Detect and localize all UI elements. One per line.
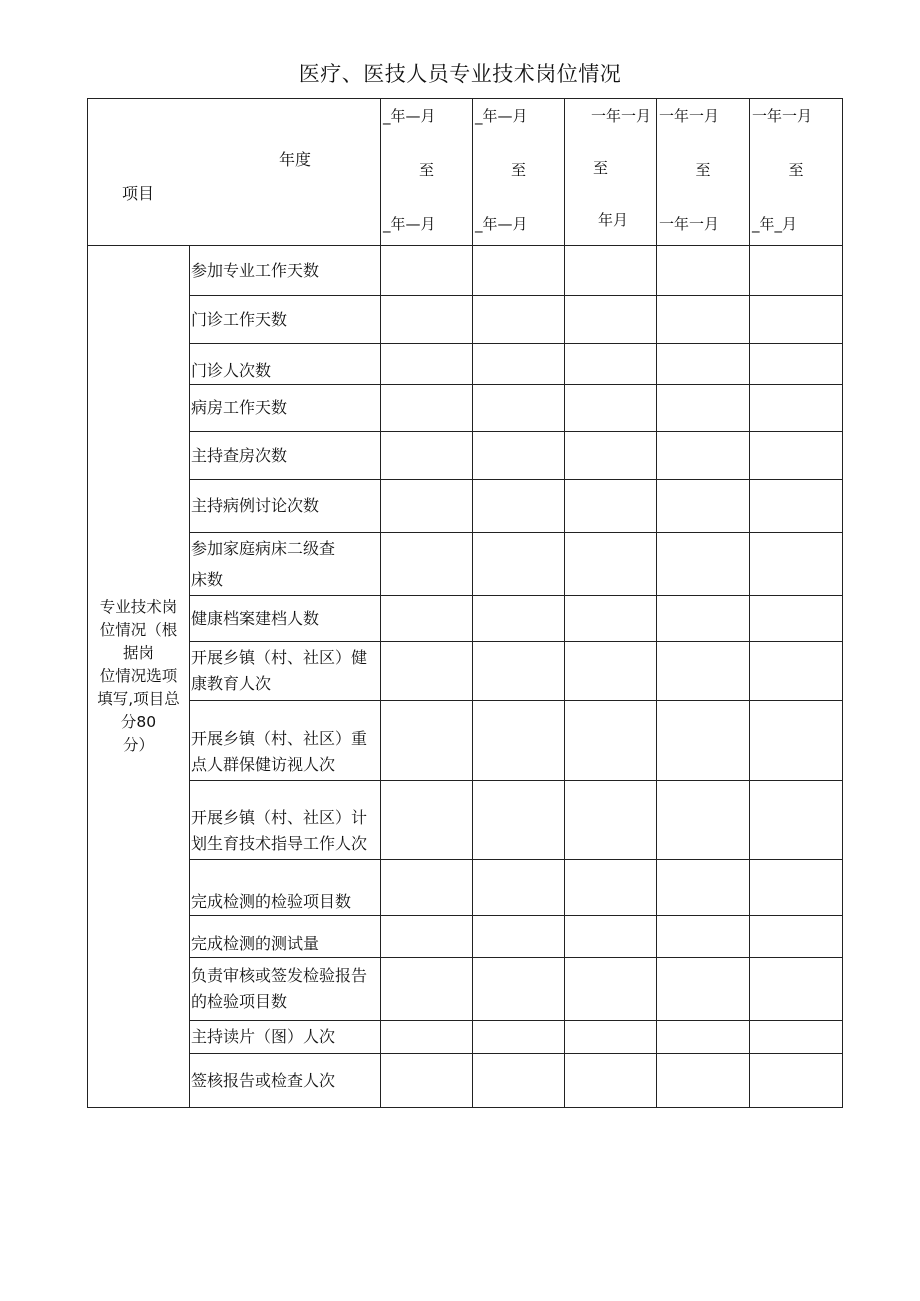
input-cell[interactable]: [750, 533, 843, 596]
item-text: 开展乡镇（村、社区）计: [191, 808, 368, 827]
input-cell[interactable]: [657, 642, 750, 701]
input-cell[interactable]: [750, 385, 843, 432]
period-header-4: [657, 99, 750, 246]
input-cell[interactable]: [750, 1054, 843, 1108]
input-cell[interactable]: [565, 385, 657, 432]
input-cell[interactable]: [750, 642, 843, 701]
input-cell[interactable]: [565, 916, 657, 958]
input-cell[interactable]: [565, 533, 657, 596]
table-row: [88, 642, 843, 701]
item-label-cell: [190, 958, 381, 1021]
item-text: 床数: [191, 570, 224, 589]
table-row: [88, 1021, 843, 1054]
input-cell[interactable]: [565, 246, 657, 296]
input-cell[interactable]: [473, 296, 565, 344]
item-label-cell: [190, 916, 381, 958]
period-header-2: [473, 99, 565, 246]
input-cell[interactable]: [750, 432, 843, 480]
category-line: 位情况（根: [99, 621, 178, 639]
input-cell[interactable]: [565, 958, 657, 1021]
item-text: 参加专业工作天数: [191, 260, 320, 280]
input-cell[interactable]: [381, 958, 473, 1021]
input-cell[interactable]: [473, 642, 565, 701]
input-cell[interactable]: [565, 642, 657, 701]
header-row: [88, 99, 843, 246]
category-line: 填写,项目总: [97, 690, 180, 708]
item-text: 参加家庭病床二级查: [191, 539, 336, 558]
item-text: 完成检测的测试量: [191, 934, 320, 953]
table-row: [88, 246, 843, 296]
table-row: [88, 701, 843, 781]
input-cell[interactable]: [657, 385, 750, 432]
item-label: 项目: [122, 184, 155, 203]
category-line: 专业技术岗: [99, 598, 178, 616]
input-cell[interactable]: [657, 596, 750, 642]
period-until: _年—月: [475, 215, 528, 233]
item-label-cell: [190, 596, 381, 642]
item-label-cell: [190, 860, 381, 916]
input-cell[interactable]: [657, 916, 750, 958]
period-from: 一年一月: [752, 107, 813, 125]
input-cell[interactable]: [750, 296, 843, 344]
table-row: [88, 296, 843, 344]
item-text: 签核报告或检查人次: [191, 1070, 336, 1090]
period-from: 一年一月: [659, 107, 720, 125]
input-cell[interactable]: [565, 432, 657, 480]
period-from: _年—月: [383, 107, 436, 125]
table-row: [88, 958, 843, 1021]
input-cell[interactable]: [657, 1021, 750, 1054]
period-header-5: [750, 99, 843, 246]
item-text: 负责审核或签发检验报告: [191, 966, 368, 985]
input-cell[interactable]: [381, 296, 473, 344]
input-cell[interactable]: [473, 860, 565, 916]
input-cell[interactable]: [381, 533, 473, 596]
period-from: 一年一月: [591, 107, 652, 125]
input-cell[interactable]: [381, 385, 473, 432]
item-text: 主持查房次数: [191, 445, 288, 465]
input-cell[interactable]: [565, 344, 657, 385]
item-text: 门诊人次数: [191, 361, 272, 380]
period-to: 至: [418, 161, 434, 179]
input-cell[interactable]: [657, 480, 750, 533]
item-label-cell: [190, 1021, 381, 1054]
input-cell[interactable]: [657, 781, 750, 860]
item-text: 点人群保健访视人次: [191, 755, 336, 774]
period-from: _年—月: [475, 107, 528, 125]
table-row: [88, 860, 843, 916]
period-until: _年_月: [752, 215, 798, 233]
table-row: [88, 432, 843, 480]
input-cell[interactable]: [565, 296, 657, 344]
input-cell[interactable]: [750, 246, 843, 296]
input-cell[interactable]: [473, 916, 565, 958]
input-cell[interactable]: [473, 432, 565, 480]
item-text: 主持读片（图）人次: [191, 1027, 336, 1046]
position-table: [87, 98, 843, 1108]
input-cell[interactable]: [657, 1054, 750, 1108]
category-line: 分）: [122, 736, 154, 754]
year-label: 年度: [279, 150, 312, 169]
period-until: 年月: [598, 211, 629, 229]
category-line: 据岗: [122, 644, 154, 662]
input-cell[interactable]: [565, 1054, 657, 1108]
input-cell[interactable]: [657, 860, 750, 916]
item-label-cell: [190, 246, 381, 296]
input-cell[interactable]: [750, 958, 843, 1021]
period-until: _年—月: [383, 215, 436, 233]
item-label-cell: [190, 1054, 381, 1108]
input-cell[interactable]: [473, 1054, 565, 1108]
input-cell[interactable]: [381, 642, 473, 701]
input-cell[interactable]: [657, 344, 750, 385]
input-cell[interactable]: [750, 916, 843, 958]
period-header-1: [381, 99, 473, 246]
period-to: 至: [592, 159, 608, 177]
table-row: [88, 344, 843, 385]
item-label-cell: [190, 480, 381, 533]
item-text: 门诊工作天数: [191, 309, 288, 329]
item-text: 主持病例讨论次数: [191, 496, 320, 515]
input-cell[interactable]: [381, 432, 473, 480]
category-line: 位情况选项: [99, 667, 178, 685]
input-cell[interactable]: [750, 781, 843, 860]
input-cell[interactable]: [381, 1021, 473, 1054]
input-cell[interactable]: [381, 596, 473, 642]
input-cell[interactable]: [750, 860, 843, 916]
input-cell[interactable]: [381, 701, 473, 781]
input-cell[interactable]: [565, 480, 657, 533]
period-header-3: [565, 99, 657, 246]
period-until: 一年一月: [659, 215, 720, 233]
period-to: 至: [788, 161, 804, 179]
input-cell[interactable]: [750, 701, 843, 781]
input-cell[interactable]: [657, 701, 750, 781]
input-cell[interactable]: [750, 596, 843, 642]
item-text: 开展乡镇（村、社区）重: [191, 729, 368, 748]
item-label-cell: [190, 642, 381, 701]
item-label-cell: [190, 385, 381, 432]
item-label-cell: [190, 701, 381, 781]
input-cell[interactable]: [473, 596, 565, 642]
category-line: 分80: [120, 713, 157, 731]
table-row: [88, 1054, 843, 1108]
input-cell[interactable]: [565, 860, 657, 916]
input-cell[interactable]: [473, 958, 565, 1021]
item-text: 划生育技术指导工作人次: [191, 834, 368, 853]
period-to: 至: [695, 161, 711, 179]
input-cell[interactable]: [473, 480, 565, 533]
category-cell: [88, 246, 190, 1108]
table-row: [88, 916, 843, 958]
page-title: 医疗、医技人员专业技术岗位情况: [298, 62, 622, 86]
table-row: [88, 480, 843, 533]
header-diagonal-cell: [88, 99, 381, 246]
input-cell[interactable]: [657, 533, 750, 596]
table-row: [88, 781, 843, 860]
input-cell[interactable]: [381, 480, 473, 533]
item-label-cell: [190, 781, 381, 860]
input-cell[interactable]: [657, 246, 750, 296]
item-label-cell: [190, 533, 381, 596]
table-row: [88, 533, 843, 596]
input-cell[interactable]: [381, 916, 473, 958]
item-text: 开展乡镇（村、社区）健: [191, 648, 368, 667]
input-cell[interactable]: [473, 385, 565, 432]
input-cell[interactable]: [473, 1021, 565, 1054]
input-cell[interactable]: [473, 781, 565, 860]
item-text: 完成检测的检验项目数: [191, 892, 352, 911]
input-cell[interactable]: [657, 296, 750, 344]
input-cell[interactable]: [381, 860, 473, 916]
input-cell[interactable]: [473, 246, 565, 296]
item-text: 的检验项目数: [191, 992, 288, 1011]
input-cell[interactable]: [657, 432, 750, 480]
item-text: 病房工作天数: [191, 398, 288, 417]
input-cell[interactable]: [565, 701, 657, 781]
input-cell[interactable]: [381, 1054, 473, 1108]
period-to: 至: [510, 161, 526, 179]
input-cell[interactable]: [565, 781, 657, 860]
input-cell[interactable]: [750, 480, 843, 533]
input-cell[interactable]: [565, 1021, 657, 1054]
input-cell[interactable]: [473, 533, 565, 596]
input-cell[interactable]: [565, 596, 657, 642]
input-cell[interactable]: [473, 701, 565, 781]
item-text: 康教育人次: [191, 674, 272, 693]
input-cell[interactable]: [473, 344, 565, 385]
input-cell[interactable]: [381, 344, 473, 385]
input-cell[interactable]: [750, 344, 843, 385]
input-cell[interactable]: [381, 246, 473, 296]
input-cell[interactable]: [657, 958, 750, 1021]
table-row: [88, 385, 843, 432]
input-cell[interactable]: [381, 781, 473, 860]
table-row: [88, 596, 843, 642]
item-label-cell: [190, 296, 381, 344]
item-label-cell: [190, 432, 381, 480]
item-label-cell: [190, 344, 381, 385]
input-cell[interactable]: [750, 1021, 843, 1054]
item-text: 健康档案建档人数: [191, 608, 320, 628]
